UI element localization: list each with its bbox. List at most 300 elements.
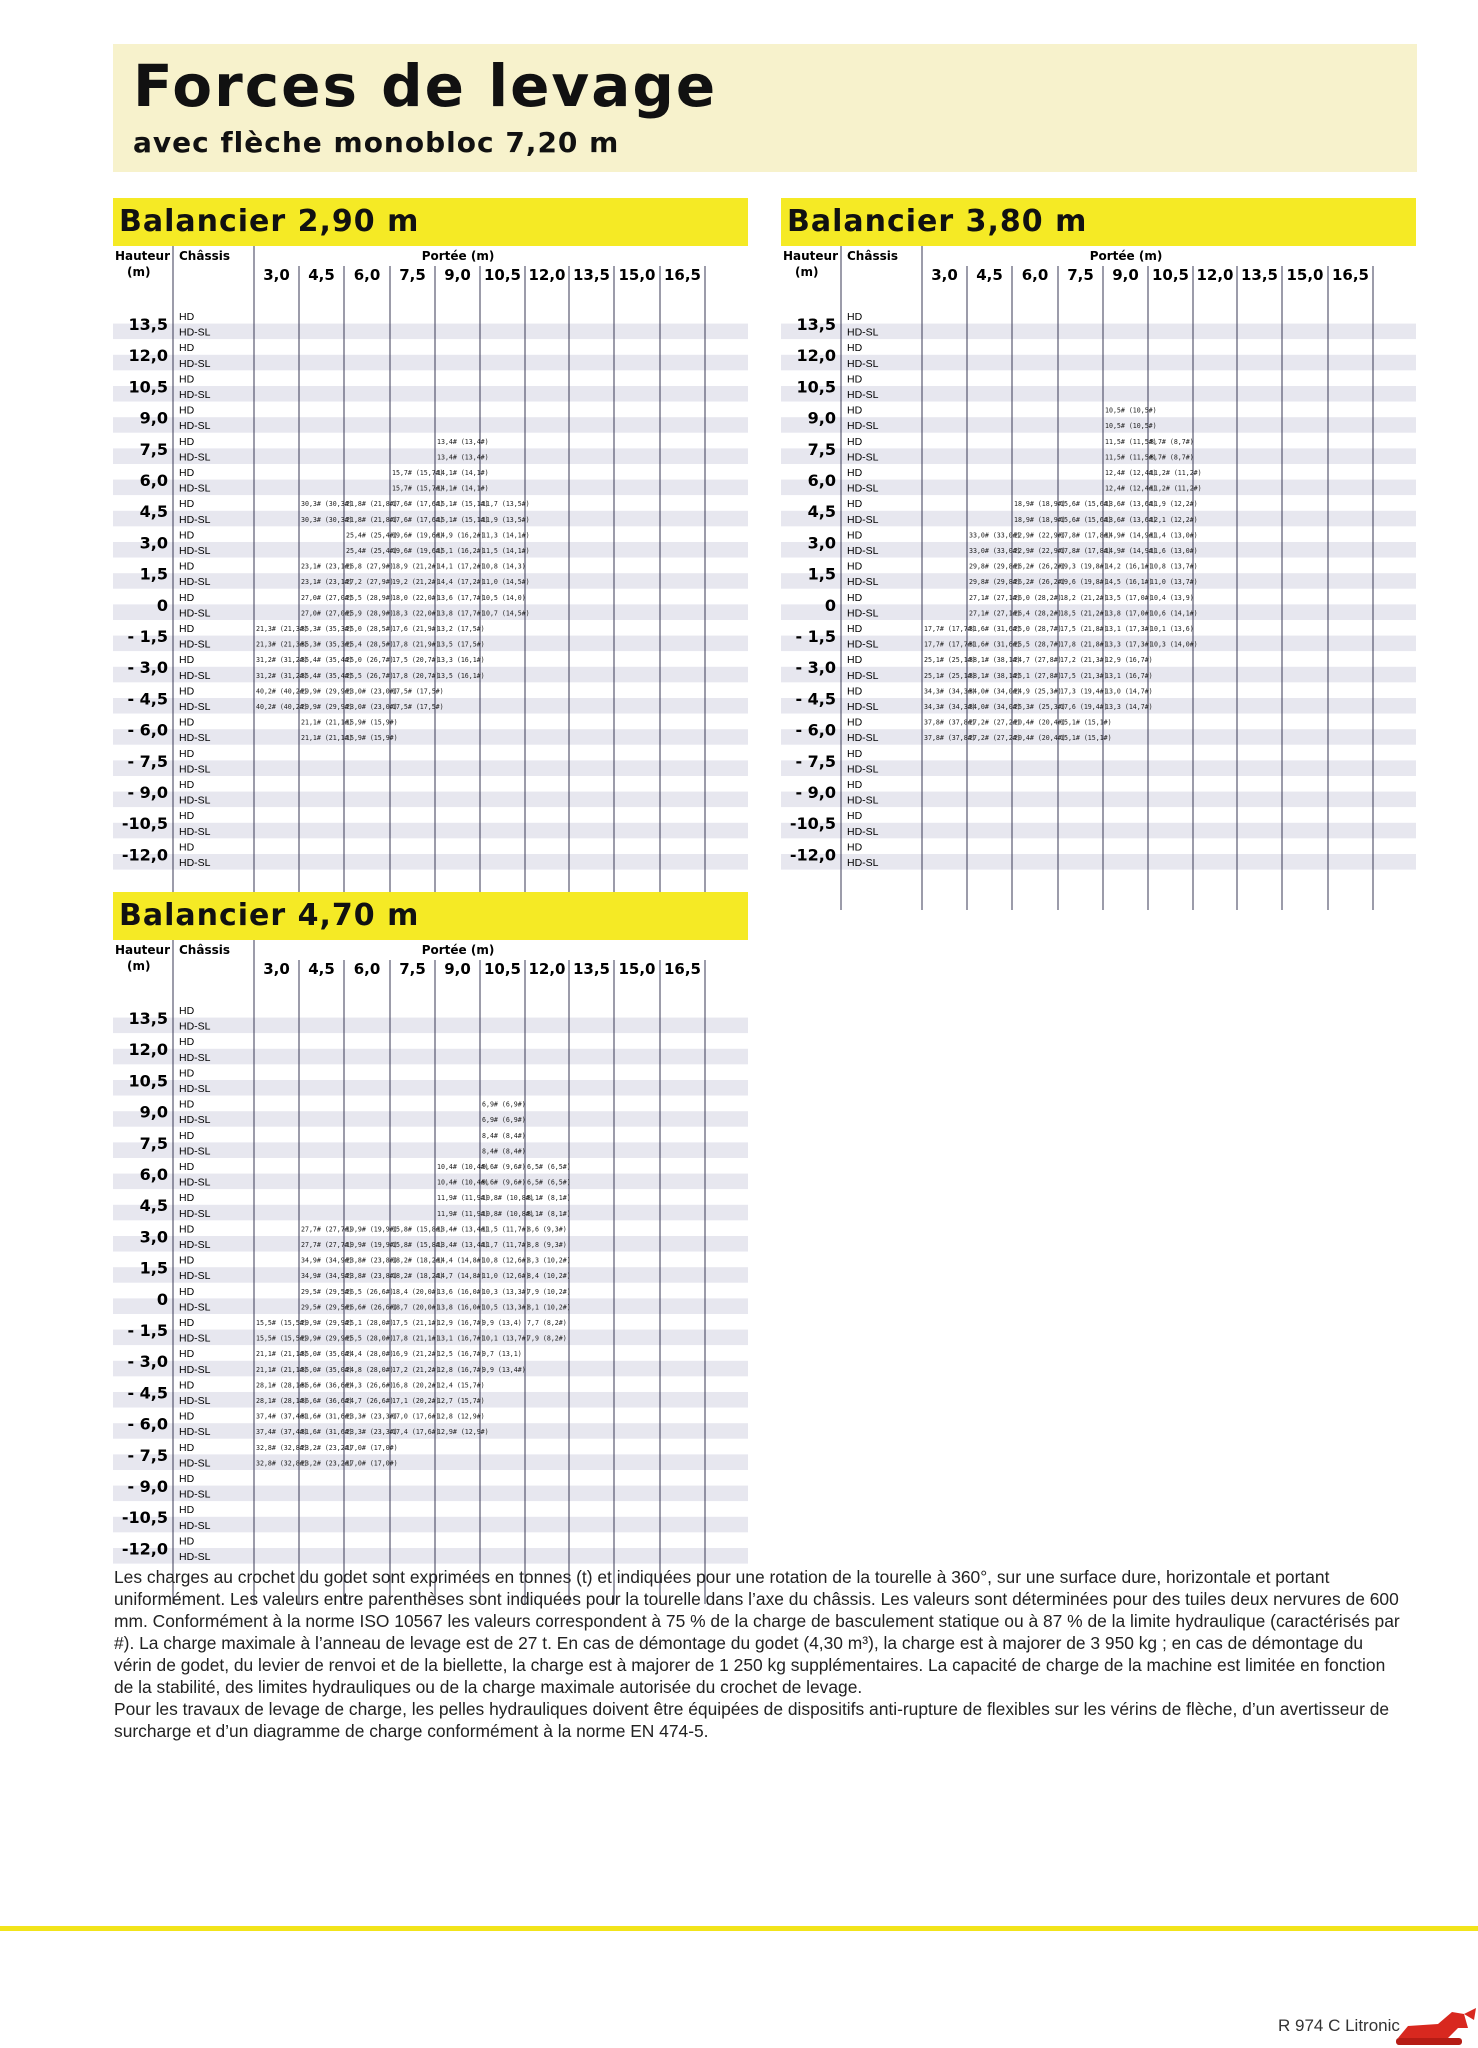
header-hauteur: Hauteur: [115, 249, 171, 263]
chassis-label-hdsl: HD-SL: [179, 1145, 211, 1158]
load-value: 17,1 (20,2#): [392, 1397, 440, 1405]
chassis-label-hdsl: HD-SL: [179, 513, 211, 526]
page-subtitle: avec flèche monobloc 7,20 m: [133, 126, 620, 159]
load-value: 11,2# (11,2#): [1150, 469, 1202, 477]
load-value: 19,9# (19,9#): [346, 1225, 398, 1234]
row-stripe-hd: [781, 838, 1416, 854]
chassis-label-hd: HD: [847, 623, 863, 635]
load-value: 23,3# (23,3#): [346, 1428, 398, 1437]
load-value: 13,1 (16,7#): [1105, 671, 1153, 680]
row-stripe-hd: [113, 1033, 748, 1049]
load-value: 31,2# (31,2#): [256, 671, 308, 680]
chassis-label-hd: HD: [179, 1379, 195, 1392]
load-value: 10,8 (14,3): [482, 562, 526, 571]
load-value: 17,5# (17,5#): [392, 703, 444, 711]
chassis-label-hdsl: HD-SL: [847, 607, 879, 620]
load-value: 18,9# (18,9#): [1014, 515, 1066, 524]
load-value: 31,6# (31,6#): [969, 625, 1021, 633]
load-value: 26,2# (26,2#): [1014, 578, 1066, 587]
header-portee-value: 6,0: [1021, 266, 1049, 284]
load-value: 17,5 (20,7#): [392, 656, 440, 665]
load-value: 12,5 (16,7#): [437, 1350, 485, 1359]
load-value: 17,8 (20,7#): [392, 671, 440, 680]
load-value: 6,9# (6,9#): [482, 1100, 526, 1109]
chassis-label-hd: HD: [179, 1005, 195, 1017]
hauteur-label: 6,0: [139, 1165, 168, 1184]
header-portee-value: 15,0: [1286, 266, 1324, 284]
chassis-label-hd: HD: [847, 467, 863, 479]
row-stripe-hd: [113, 1064, 748, 1080]
header-hauteur: Hauteur: [783, 249, 839, 263]
load-value: 34,3# (34,3#): [924, 703, 976, 711]
chassis-label-hd: HD: [179, 1036, 195, 1049]
hauteur-label: 6,0: [807, 471, 836, 490]
load-value: 31,6# (31,6#): [301, 1428, 353, 1437]
load-value: 8,6 (9,3#): [527, 1225, 567, 1234]
hauteur-label: - 7,5: [795, 751, 836, 771]
load-value: 21,1# (21,1#): [301, 734, 353, 743]
load-value: 17,6 (21,9#): [392, 625, 440, 633]
load-value: 13,3 (16,1#): [437, 656, 485, 665]
load-value: 37,4# (37,4#): [256, 1428, 308, 1437]
header-portee-value: 3,0: [263, 960, 290, 978]
chassis-label-hd: HD: [847, 716, 863, 729]
chassis-label-hdsl: HD-SL: [179, 1083, 211, 1095]
load-value: 15,1# (15,1#): [437, 500, 489, 509]
chassis-label-hdsl: HD-SL: [179, 357, 211, 370]
chassis-label-hd: HD: [847, 685, 863, 698]
row-stripe-hd: [113, 714, 748, 730]
chassis-label-hdsl: HD-SL: [179, 389, 211, 401]
load-value: 14,9# (14,9#): [1105, 531, 1157, 540]
load-value: 15,5# (15,5#): [256, 1334, 308, 1343]
load-value: 34,9# (34,9#): [301, 1272, 353, 1281]
load-value: 14,1 (17,2#): [437, 562, 485, 571]
load-value: 13,6# (13,6#): [1105, 500, 1157, 509]
hauteur-label: 0: [156, 595, 168, 615]
chassis-label-hdsl: HD-SL: [847, 669, 879, 682]
chassis-label-hd: HD: [179, 779, 195, 791]
load-value: 16,9 (21,2#): [392, 1350, 440, 1359]
chassis-label-hdsl: HD-SL: [179, 794, 211, 807]
load-value: 14,5 (16,1#): [1105, 578, 1153, 587]
chassis-label-hdsl: HD-SL: [179, 607, 211, 620]
load-value: 14,7 (14,8#): [437, 1272, 485, 1281]
load-value: 14,1# (14,1#): [437, 484, 489, 493]
chassis-label-hd: HD: [179, 716, 195, 729]
load-value: 37,8# (37,8#): [924, 718, 976, 727]
load-value: 10,5 (13,3#): [482, 1303, 530, 1312]
load-value: 19,6# (19,6#): [392, 547, 444, 555]
hauteur-label: 12,0: [796, 346, 836, 366]
chassis-label-hdsl: HD-SL: [179, 545, 211, 557]
load-value: 25,3# (25,3#): [1014, 703, 1066, 711]
load-value: 8,1# (8,1#): [527, 1209, 571, 1218]
header-chassis: Châssis: [179, 943, 230, 957]
chassis-label-hd: HD: [179, 623, 195, 635]
load-value: 10,8 (12,6#): [482, 1256, 530, 1265]
load-value: 15,9# (15,9#): [346, 734, 398, 743]
chassis-label-hd: HD: [179, 342, 195, 355]
chassis-label-hdsl: HD-SL: [179, 1519, 211, 1532]
chassis-label-hdsl: HD-SL: [847, 513, 879, 526]
chassis-label-hdsl: HD-SL: [847, 825, 879, 838]
load-value: 17,5 (21,1#): [392, 1319, 440, 1327]
load-value: 25,4 (28,5#): [346, 640, 394, 649]
load-value: 32,8# (32,8#): [256, 1459, 308, 1468]
load-value: 23,0# (23,0#): [346, 703, 398, 711]
hauteur-label: 13,5: [128, 1009, 168, 1028]
load-value: 8,8 (9,3#): [527, 1241, 567, 1249]
note-paragraph: Les charges au crochet du godet sont exprimées en tonnes (t) et indiquées pour une rotation de la tourelle à 360°, sur une surface dure, horizontale et portant uniformément. Les valeurs entre parenthèses sont indiquées pour la tourelle dans l’axe du châssis. Les valeurs sont déterminées pour des tuiles deux nervures de 600 mm. Conformément à la norme ISO 10567 les valeurs correspondent à 75 % de la charge de basculement statique ou à 87 % de la limite hydraulique (caractérisés par #). La charge maximale à l’anneau de levage est de 27 t. En cas de démontage du godet (4,30 m³), la charge est à majorer de 3 950 kg ; en cas de démontage du vérin de godet, du levier de renvoi et de la biellette, la charge est à majorer de 1 250 kg supplémentaires. La capacité de charge de la machine est limitée en fonction de la stabilité, des limites hydrauliques ou de la charge maximale autorisée du crochet de levage.: [114, 1567, 1400, 1697]
load-value: 24,9 (25,3#): [1014, 687, 1062, 696]
hauteur-label: 9,0: [139, 408, 168, 428]
load-value: 27,1# (27,1#): [969, 593, 1021, 602]
header-portee-value: 13,5: [1240, 266, 1279, 284]
load-value: 14,4 (14,8#): [437, 1256, 485, 1265]
chassis-label-hdsl: HD-SL: [179, 1176, 211, 1189]
load-value: 25,1 (28,0#): [346, 1319, 394, 1327]
header-portee-value: 9,0: [444, 960, 471, 978]
header-portee: Portée (m): [1089, 249, 1163, 263]
chassis-label-hd: HD: [179, 747, 195, 760]
load-value: 35,4# (35,4#): [301, 671, 353, 680]
load-value: 25,5 (26,7#): [346, 671, 394, 680]
load-value: 10,1 (13,6): [1150, 625, 1194, 633]
chassis-label-hdsl: HD-SL: [179, 1207, 211, 1220]
load-value: 23,8# (23,8#): [346, 1256, 398, 1265]
load-value: 27,2# (27,2#): [969, 718, 1021, 727]
chassis-label-hd: HD: [179, 1410, 195, 1423]
load-value: 18,7 (20,0#): [392, 1303, 440, 1312]
load-chart: [113, 246, 748, 910]
load-value: 18,9 (21,2#): [392, 562, 440, 571]
chassis-label-hdsl: HD-SL: [179, 1239, 211, 1251]
load-value: 11,9 (12,2#): [1150, 500, 1198, 509]
chassis-label-hd: HD: [179, 810, 195, 823]
chassis-label-hd: HD: [179, 1129, 195, 1142]
row-stripe-hd: [781, 402, 1416, 418]
row-stripe-hd: [113, 433, 748, 449]
load-value: 14,9 (16,2#): [437, 531, 485, 540]
load-value: 25,4# (25,4#): [346, 547, 398, 555]
chassis-label-hdsl: HD-SL: [179, 326, 211, 339]
header-portee-value: 3,0: [263, 266, 290, 284]
load-value: 27,2 (27,9#): [346, 578, 394, 587]
hauteur-label: 0: [824, 595, 836, 615]
header-portee-value: 6,0: [353, 960, 381, 978]
load-value: 12,9 (16,7#): [1105, 656, 1153, 665]
hauteur-label: 0: [156, 1289, 168, 1309]
load-value: 24,7 (26,6#): [346, 1397, 394, 1405]
chassis-label-hd: HD: [179, 1317, 195, 1329]
chassis-label-hd: HD: [179, 685, 195, 698]
header-portee-value: 12,0: [528, 960, 566, 978]
page-title: Forces de levage: [133, 52, 718, 120]
header-portee-value: 3,0: [931, 266, 958, 284]
load-value: 13,3 (14,7#): [1105, 703, 1153, 711]
load-value: 8,4 (10,2#): [527, 1272, 571, 1281]
hauteur-label: -10,5: [789, 814, 836, 834]
hauteur-label: -10,5: [121, 1508, 168, 1528]
load-value: 17,8 (21,9#): [392, 640, 440, 649]
load-value: 34,9# (34,9#): [301, 1256, 353, 1265]
chassis-label-hdsl: HD-SL: [179, 451, 211, 464]
load-value: 15,1# (15,1#): [1060, 734, 1112, 743]
load-value: 11,5# (11,5#): [1105, 437, 1157, 446]
load-value: 15,6# (15,6#): [1060, 515, 1112, 524]
load-value: 25,1# (25,1#): [924, 656, 976, 665]
hauteur-label: - 7,5: [127, 1445, 168, 1465]
row-stripe-hd: [113, 1127, 748, 1143]
load-value: 21,1# (21,1#): [256, 1365, 308, 1374]
hauteur-label: 1,5: [139, 564, 168, 584]
header-portee: Portée (m): [421, 943, 495, 957]
hauteur-label: - 4,5: [127, 689, 168, 709]
load-value: 11,7 (13,5#): [482, 500, 530, 509]
load-value: 11,5# (11,5#): [1105, 453, 1157, 462]
chassis-label-hdsl: HD-SL: [179, 1051, 211, 1064]
load-value: 36,6# (36,6#): [301, 1381, 353, 1390]
load-value: 23,2# (23,2#): [301, 1443, 353, 1452]
load-value: 37,4# (37,4#): [256, 1412, 308, 1421]
load-value: 19,6 (19,8#): [1060, 578, 1108, 587]
chassis-label-hdsl: HD-SL: [847, 794, 879, 807]
load-value: 8,4# (8,4#): [482, 1131, 526, 1140]
hauteur-label: 12,0: [128, 346, 168, 366]
load-value: 26,4 (28,2#): [1014, 609, 1062, 618]
load-value: 35,3# (35,3#): [301, 625, 353, 633]
hauteur-label: 6,0: [139, 471, 168, 490]
header-portee-value: 4,5: [308, 266, 335, 284]
row-stripe-hd: [113, 807, 748, 823]
load-value: 12,4# (12,4#): [1105, 469, 1157, 477]
row-stripe-hd: [113, 1470, 748, 1486]
load-value: 11,0 (13,7#): [1150, 578, 1198, 587]
load-value: 15,7# (15,7#): [392, 484, 444, 493]
load-value: 7,7 (8,2#): [527, 1319, 567, 1327]
load-value: 25,0 (26,7#): [346, 656, 394, 665]
load-value: 27,1# (27,1#): [969, 609, 1021, 618]
row-stripe-hd: [113, 402, 748, 418]
load-value: 22,9# (22,9#): [1014, 531, 1066, 540]
load-value: 34,0# (34,0#): [969, 687, 1021, 696]
load-value: 17,3 (19,4#): [1060, 687, 1108, 696]
header-portee-value: 9,0: [444, 266, 471, 284]
load-value: 17,2 (21,3#): [1060, 656, 1108, 665]
load-value: 34,0# (34,0#): [969, 703, 1021, 711]
table-title: Balancier 2,90 m: [113, 198, 748, 246]
header-hauteur-unit: (m): [795, 265, 819, 279]
load-value: 17,5 (21,8#): [1060, 625, 1108, 633]
header-portee-value: 4,5: [308, 960, 335, 978]
load-chart: [781, 246, 1416, 910]
load-value: 13,8 (16,0#): [437, 1303, 485, 1312]
chassis-label-hd: HD: [847, 747, 863, 760]
load-value: 25,9 (28,9#): [346, 609, 394, 618]
load-value: 13,6# (13,6#): [1105, 515, 1157, 524]
load-value: 25,0 (28,7#): [1014, 625, 1062, 633]
row-stripe-hd: [781, 776, 1416, 792]
hauteur-label: - 1,5: [127, 1321, 168, 1340]
load-value: 12,1 (12,2#): [1150, 515, 1198, 524]
load-value: 24,4 (28,0#): [346, 1350, 394, 1359]
load-value: 10,4# (10,4#): [437, 1178, 489, 1187]
load-value: 32,8# (32,8#): [256, 1443, 308, 1452]
load-value: 10,4# (10,4#): [437, 1163, 489, 1171]
hauteur-label: -12,0: [789, 845, 836, 865]
chassis-label-hdsl: HD-SL: [179, 1020, 211, 1033]
chassis-label-hd: HD: [179, 591, 195, 604]
load-value: 25,1 (27,8#): [1014, 671, 1062, 680]
row-stripe-hd: [113, 1158, 748, 1174]
load-value: 8,4# (8,4#): [482, 1147, 526, 1156]
header-portee-value: 6,0: [353, 266, 381, 284]
chassis-label-hdsl: HD-SL: [847, 326, 879, 339]
load-value: 14,4 (17,2#): [437, 578, 485, 587]
load-value: 38,1# (38,1#): [969, 656, 1021, 665]
load-value: 11,6 (13,0#): [1150, 547, 1198, 555]
load-value: 15,8# (15,8#): [392, 1225, 444, 1234]
load-value: 15,1 (16,2#): [437, 547, 485, 555]
chassis-label-hd: HD: [179, 654, 195, 667]
load-value: 14,1# (14,1#): [437, 469, 489, 477]
load-value: 29,8# (29,8#): [969, 578, 1021, 587]
load-value: 25,4# (25,4#): [346, 531, 398, 540]
header-portee-value: 10,5: [483, 960, 522, 978]
load-value: 13,5 (17,5#): [437, 640, 485, 649]
row-stripe-hd: [113, 1439, 748, 1455]
row-stripe-hd: [113, 1501, 748, 1517]
hauteur-label: -10,5: [121, 814, 168, 834]
load-value: 40,2# (40,2#): [256, 687, 308, 696]
load-value: 22,9# (22,9#): [1014, 547, 1066, 555]
load-value: 27,0# (27,0#): [301, 593, 353, 602]
load-table-balancier-3-80: [781, 198, 1416, 910]
load-value: 12,8 (16,7#): [437, 1365, 485, 1374]
load-value: 23,3# (23,3#): [346, 1412, 398, 1421]
load-value: 25,0 (28,5#): [346, 625, 394, 633]
load-value: 6,5# (6,5#): [527, 1178, 571, 1187]
hauteur-label: 3,0: [139, 533, 168, 553]
chassis-label-hdsl: HD-SL: [847, 732, 879, 745]
load-value: 29,9# (29,9#): [301, 1334, 353, 1343]
hauteur-label: - 9,0: [127, 783, 168, 802]
hauteur-label: - 3,0: [795, 658, 836, 678]
hauteur-label: - 3,0: [127, 658, 168, 678]
load-value: 30,3# (30,3#): [301, 515, 353, 524]
header-portee-value: 16,5: [663, 960, 702, 978]
hauteur-label: 7,5: [139, 439, 168, 459]
load-value: 29,5# (29,5#): [301, 1303, 353, 1312]
hauteur-label: 4,5: [807, 502, 836, 522]
chassis-label-hdsl: HD-SL: [179, 669, 211, 682]
hauteur-label: - 4,5: [795, 689, 836, 709]
load-value: 13,6 (16,0#): [437, 1287, 485, 1296]
header-portee-value: 7,5: [399, 266, 426, 284]
load-value: 15,6# (15,6#): [1060, 500, 1112, 509]
load-value: 14,2 (16,1#): [1105, 562, 1153, 571]
chassis-label-hdsl: HD-SL: [179, 857, 211, 869]
load-value: 7,9 (10,2#): [527, 1287, 571, 1296]
chassis-label-hdsl: HD-SL: [179, 732, 211, 745]
load-value: 19,2 (21,2#): [392, 578, 440, 587]
load-value: 10,8# (10,8#): [482, 1194, 534, 1203]
header-portee-value: 4,5: [976, 266, 1003, 284]
load-value: 21,1# (21,1#): [301, 718, 353, 727]
chassis-label-hdsl: HD-SL: [847, 389, 879, 401]
load-value: 33,0# (33,0#): [969, 547, 1021, 555]
row-stripe-hd: [781, 807, 1416, 823]
load-value: 35,0# (35,0#): [301, 1350, 353, 1359]
hauteur-label: 7,5: [139, 1133, 168, 1153]
load-value: 17,6# (17,6#): [392, 500, 444, 509]
chassis-label-hd: HD: [179, 311, 195, 323]
load-value: 10,1 (13,7#): [482, 1334, 530, 1343]
load-value: 11,9# (11,9#): [437, 1209, 489, 1218]
row-stripe-hd: [781, 433, 1416, 449]
hauteur-label: - 6,0: [795, 720, 836, 740]
load-value: 11,4 (13,0#): [1150, 531, 1198, 540]
chassis-label-hdsl: HD-SL: [179, 482, 211, 495]
chassis-label-hd: HD: [179, 1285, 195, 1298]
chassis-label-hd: HD: [179, 498, 195, 511]
header-portee-value: 13,5: [572, 960, 611, 978]
header-portee-value: 16,5: [663, 266, 702, 284]
load-value: 15,1# (15,1#): [1060, 718, 1112, 727]
chassis-label-hdsl: HD-SL: [179, 1332, 211, 1345]
hauteur-label: 10,5: [796, 377, 836, 397]
row-stripe-hd: [113, 1002, 748, 1018]
chassis-label-hd: HD: [179, 435, 195, 448]
load-value: 23,8# (23,8#): [346, 1272, 398, 1281]
load-value: 13,8 (17,0#): [1105, 609, 1153, 618]
chassis-label-hdsl: HD-SL: [179, 420, 211, 433]
row-stripe-hd: [781, 370, 1416, 386]
load-value: 25,5 (28,7#): [1014, 640, 1062, 649]
load-value: 19,3 (19,8#): [1060, 562, 1108, 571]
load-value: 18,5 (21,2#): [1060, 609, 1108, 618]
header-portee-value: 7,5: [1067, 266, 1094, 284]
hauteur-label: 9,0: [139, 1102, 168, 1122]
chassis-label-hd: HD: [179, 560, 195, 573]
load-table-balancier-4-70: [113, 892, 748, 1604]
load-value: 8,1 (10,2#): [527, 1303, 571, 1312]
load-value: 35,0# (35,0#): [301, 1365, 353, 1374]
title-banner: [113, 44, 1417, 172]
load-value: 26,6# (26,6#): [346, 1303, 398, 1312]
load-value: 13,0 (14,7#): [1105, 687, 1153, 696]
load-value: 12,4 (15,7#): [437, 1381, 485, 1390]
chassis-label-hd: HD: [847, 404, 863, 417]
row-stripe-hd: [113, 745, 748, 761]
load-value: 11,5 (11,7#): [482, 1225, 530, 1234]
load-value: 38,1# (38,1#): [969, 671, 1021, 680]
row-stripe-hd: [113, 776, 748, 792]
hauteur-label: 10,5: [128, 1071, 168, 1091]
load-value: 18,9# (18,9#): [1014, 500, 1066, 509]
load-value: 29,9# (29,9#): [301, 1319, 353, 1327]
load-value: 10,3 (14,0#): [1150, 640, 1198, 649]
load-value: 12,9 (16,7#): [437, 1319, 485, 1327]
chassis-label-hd: HD: [847, 498, 863, 511]
load-value: 17,8 (21,1#): [392, 1334, 440, 1343]
chassis-label-hd: HD: [179, 1254, 195, 1267]
chassis-label-hdsl: HD-SL: [179, 763, 211, 776]
header-portee-value: 12,0: [528, 266, 566, 284]
load-value: 18,2# (18,2#): [392, 1272, 444, 1281]
load-value: 27,7# (27,7#): [301, 1241, 353, 1249]
